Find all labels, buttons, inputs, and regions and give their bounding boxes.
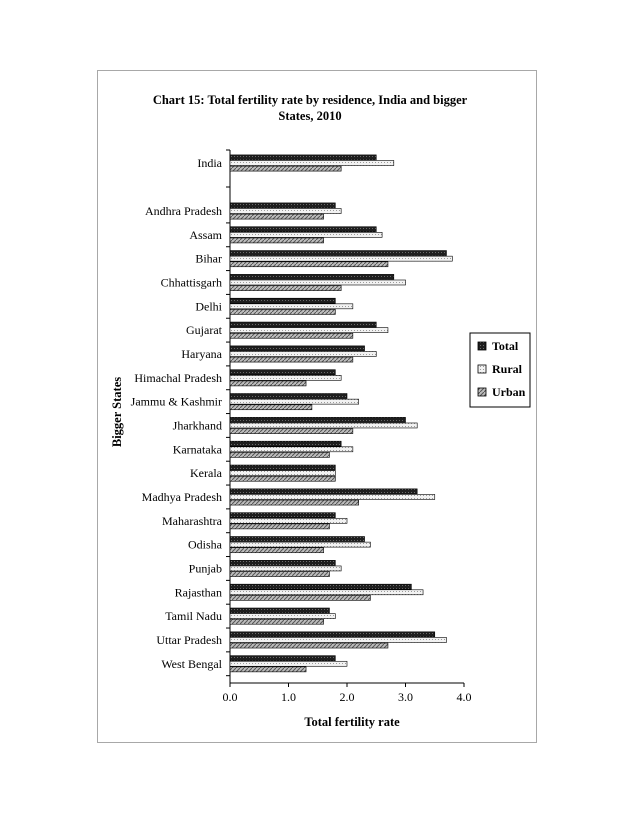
bar-rural-chhattisgarh xyxy=(230,280,406,285)
x-tick-label-1: 1.0 xyxy=(281,690,296,704)
category-label-jammu-and-kashmir: Jammu & Kashmir xyxy=(130,394,222,409)
bar-rural-andhra-pradesh xyxy=(230,209,341,214)
bar-total-maharashtra xyxy=(230,513,335,518)
bar-urban-delhi xyxy=(230,309,335,314)
category-label-tamil-nadu: Tamil Nadu xyxy=(165,609,222,624)
category-label-assam: Assam xyxy=(189,227,222,242)
category-label-chhattisgarh: Chhattisgarh xyxy=(160,275,222,290)
bar-urban-maharashtra xyxy=(230,524,329,529)
bar-total-jammu-and-kashmir xyxy=(230,394,347,399)
bar-urban-punjab xyxy=(230,572,329,577)
bar-total-punjab xyxy=(230,560,335,565)
bar-rural-assam xyxy=(230,232,382,237)
bar-rural-kerala xyxy=(230,471,335,476)
bar-total-madhya-pradesh xyxy=(230,489,417,494)
category-label-punjab: Punjab xyxy=(188,561,222,576)
bar-urban-kerala xyxy=(230,476,335,481)
legend xyxy=(470,333,530,407)
bar-rural-odisha xyxy=(230,542,370,547)
bar-total-gujarat xyxy=(230,322,376,327)
category-label-bihar: Bihar xyxy=(195,251,222,266)
bar-total-odisha xyxy=(230,537,365,542)
bar-total-chhattisgarh xyxy=(230,274,394,279)
bar-rural-punjab xyxy=(230,566,341,571)
bar-urban-himachal-pradesh xyxy=(230,381,306,386)
bar-rural-madhya-pradesh xyxy=(230,494,435,499)
bar-rural-west-bengal xyxy=(230,661,347,666)
category-label-delhi: Delhi xyxy=(195,299,222,314)
bar-urban-rajasthan xyxy=(230,595,370,600)
bar-urban-bihar xyxy=(230,262,388,267)
category-label-uttar-pradesh: Uttar Pradesh xyxy=(156,632,222,647)
bar-total-himachal-pradesh xyxy=(230,370,335,375)
bar-rural-tamil-nadu xyxy=(230,614,335,619)
bar-urban-jharkhand xyxy=(230,429,353,434)
bar-total-haryana xyxy=(230,346,365,351)
bar-total-west-bengal xyxy=(230,656,335,661)
category-label-gujarat: Gujarat xyxy=(186,323,222,338)
legend-swatch-total xyxy=(478,342,486,350)
bar-rural-jharkhand xyxy=(230,423,417,428)
bar-total-tamil-nadu xyxy=(230,608,329,613)
bar-urban-west-bengal xyxy=(230,667,306,672)
x-tick-label-2: 2.0 xyxy=(339,690,355,704)
bar-total-jharkhand xyxy=(230,417,406,422)
bar-urban-tamil-nadu xyxy=(230,619,324,624)
bar-urban-odisha xyxy=(230,548,324,553)
category-label-rajasthan: Rajasthan xyxy=(174,585,222,600)
category-label-jharkhand: Jharkhand xyxy=(172,418,222,433)
bar-rural-karnataka xyxy=(230,447,353,452)
bar-total-andhra-pradesh xyxy=(230,203,335,208)
legend-swatch-rural xyxy=(478,365,486,373)
bar-rural-uttar-pradesh xyxy=(230,637,446,642)
x-tick-label-0: 0.0 xyxy=(222,690,238,704)
bar-urban-assam xyxy=(230,238,324,243)
bar-urban-jammu-and-kashmir xyxy=(230,405,312,410)
bar-rural-india xyxy=(230,161,394,166)
bar-urban-haryana xyxy=(230,357,353,362)
category-label-kerala: Kerala xyxy=(190,466,222,481)
bar-urban-chhattisgarh xyxy=(230,286,341,291)
chart-title-line1: Chart 15: Total fertility rate by residence, India and bigger xyxy=(152,93,468,107)
bar-total-bihar xyxy=(230,251,446,256)
bar-rural-haryana xyxy=(230,351,376,356)
bar-urban-india xyxy=(230,166,341,171)
category-label-madhya-pradesh: Madhya Pradesh xyxy=(141,489,222,504)
legend-label-urban: Urban xyxy=(492,385,526,399)
category-label-karnataka: Karnataka xyxy=(172,442,222,457)
bar-urban-andhra-pradesh xyxy=(230,214,324,219)
category-label-west-bengal: West Bengal xyxy=(161,656,222,671)
bar-rural-maharashtra xyxy=(230,518,347,523)
x-tick-label-4: 4.0 xyxy=(456,690,472,704)
bar-total-assam xyxy=(230,227,376,232)
bar-rural-rajasthan xyxy=(230,590,423,595)
bar-urban-madhya-pradesh xyxy=(230,500,359,505)
legend-label-total: Total xyxy=(492,339,519,353)
category-label-maharashtra: Maharashtra xyxy=(162,513,222,528)
bar-urban-uttar-pradesh xyxy=(230,643,388,648)
legend-label-rural: Rural xyxy=(492,362,522,376)
category-label-india: India xyxy=(197,156,222,170)
bar-rural-gujarat xyxy=(230,328,388,333)
x-axis-title: Total fertility rate xyxy=(304,715,400,729)
bar-total-karnataka xyxy=(230,441,341,446)
bar-rural-bihar xyxy=(230,256,452,261)
bar-urban-karnataka xyxy=(230,452,329,457)
y-axis-title: Bigger States xyxy=(110,376,124,448)
bar-total-uttar-pradesh xyxy=(230,632,435,637)
legend-swatch-urban xyxy=(478,388,486,396)
category-label-odisha: Odisha xyxy=(188,537,222,552)
bar-total-delhi xyxy=(230,298,335,303)
bar-total-india xyxy=(230,155,376,160)
bar-total-rajasthan xyxy=(230,584,411,589)
chart-title-line2: States, 2010 xyxy=(278,109,342,123)
bar-rural-jammu-and-kashmir xyxy=(230,399,359,404)
bar-urban-gujarat xyxy=(230,333,353,338)
category-label-andhra-pradesh: Andhra Pradesh xyxy=(145,204,222,218)
bar-total-kerala xyxy=(230,465,335,470)
bar-rural-delhi xyxy=(230,304,353,309)
x-tick-label-3: 3.0 xyxy=(398,690,413,704)
bar-rural-himachal-pradesh xyxy=(230,375,341,380)
category-label-himachal-pradesh: Himachal Pradesh xyxy=(134,370,222,385)
category-label-haryana: Haryana xyxy=(181,346,222,361)
